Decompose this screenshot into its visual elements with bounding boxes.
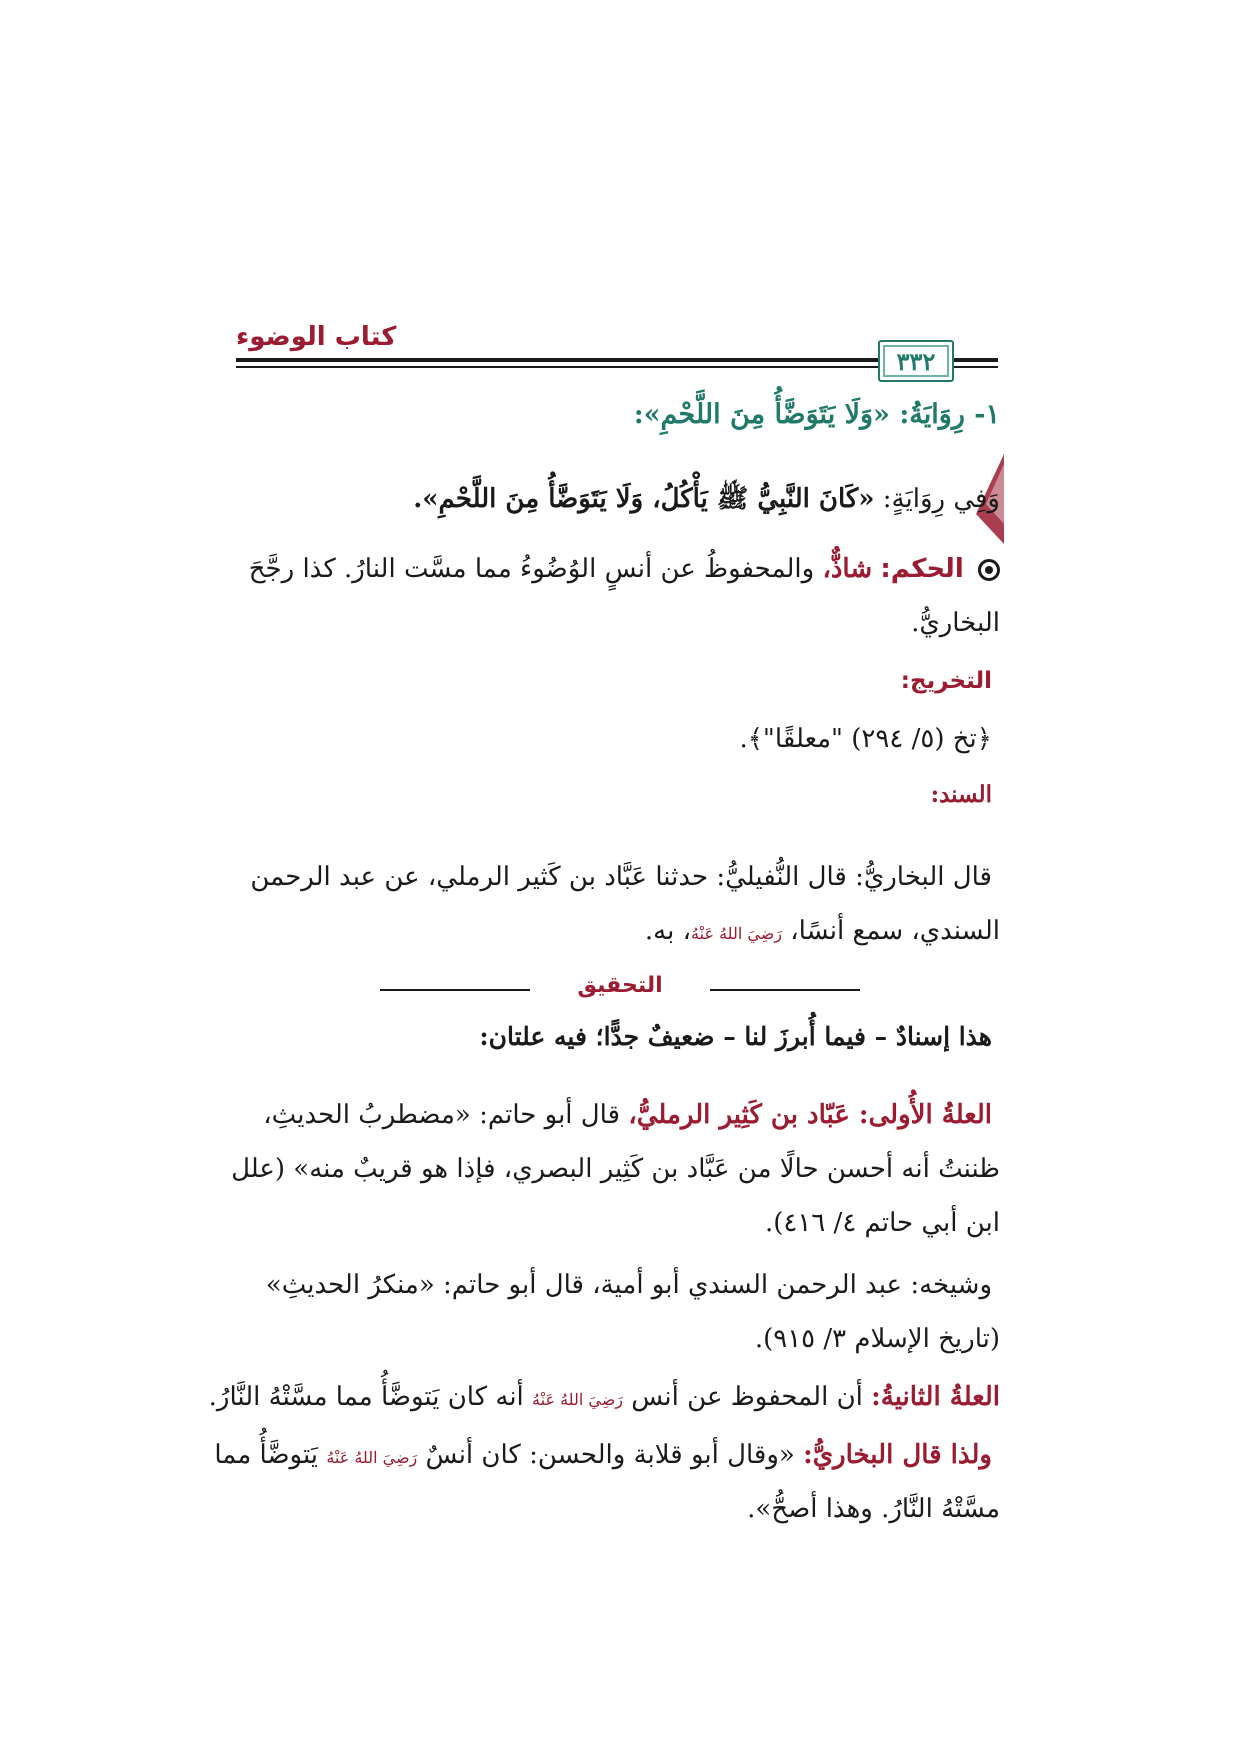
- tahqiq-heading: التحقيق: [577, 973, 663, 998]
- takhrij-heading: التخريج:: [900, 668, 992, 694]
- sanad-line-2: السندي، سمع أنسًا، رَضِيَ اللهُ عَنْهُ، به.: [644, 916, 1000, 946]
- illa1-line-3: ابن أبي حاتم ٤/ ٤١٦).: [764, 1208, 1000, 1238]
- sanad-heading: السند:: [930, 781, 992, 808]
- ruling-line-2: البخاريُّ.: [911, 608, 1000, 638]
- rosette-icon: [978, 559, 1000, 581]
- takhrij-text: ﴿تخ (٥/ ٢٩٤) "معلقًا"﴾.: [739, 724, 992, 754]
- illa1-line-2: ظننتُ أنه أحسن حالًا من عَبَّاد بن كَثِير البصري، فإذا هو قريبٌ منه» (علل: [231, 1154, 1000, 1184]
- honor-phrase: رَضِيَ اللهُ عَنْهُ: [532, 1390, 624, 1409]
- ruling-line-1: [236, 550, 1000, 588]
- narration-number: ١-: [974, 399, 1000, 430]
- ruling-label: الحكم:: [880, 554, 964, 584]
- bukhari-line-1: ولذا قال البخاريُّ: «وقال أبو قلابة والحسن: كان أنسٌ رَضِيَ اللهُ عَنْهُ يَتوضَّأُ مما: [214, 1440, 992, 1470]
- narration-title-text: رِوَايَةُ: «وَلَا يَتَوَضَّأُ مِنَ اللَّحْمِ»:: [633, 399, 965, 430]
- illa1-label: العلةُ الأُولى: عَبّاد بن كَثِير الرمليُّ،: [628, 1100, 992, 1130]
- illa2-line: العلةُ الثانيةُ: أن المحفوظ عن أنس رَضِيَ اللهُ عَنْهُ أنه كان يَتوضَّأُ مما مسَّتْهُ النَّارُ.: [208, 1382, 1000, 1412]
- sanad-line-1: قال البخاريُّ: قال النُّفيليُّ: حدثنا عَبَّاد بن كَثير الرملي، عن عبد الرحمن: [250, 862, 992, 892]
- bukhari-label: ولذا قال البخاريُّ:: [803, 1440, 992, 1470]
- honor-phrase: رَضِيَ اللهُ عَنْهُ: [326, 1448, 418, 1467]
- ruling-text: والمحفوظُ عن أنسٍ الوُضُوءُ مما مسَّت النارُ. كذا رجَّحَ: [248, 554, 815, 584]
- tahqiq-summary: هذا إسنادٌ – فيما أُبرزَ لنا – ضعيفٌ جدًّا؛ فيه علتان:: [479, 1022, 992, 1051]
- page-number: ٣٣٢: [878, 340, 954, 382]
- honor-phrase: رَضِيَ اللهُ عَنْهُ: [691, 924, 782, 943]
- bukhari-line-2: مسَّتْهُ النَّارُ. وهذا أصحُّ».: [747, 1494, 1000, 1524]
- narration-title: [236, 396, 1000, 434]
- book-title: كتاب الوضوء: [236, 322, 397, 352]
- illa1-line-1: العلةُ الأُولى: عَبّاد بن كَثِير الرمليُّ، قال أبو حاتم: «مضطربُ الحديثِ،: [263, 1100, 992, 1130]
- shaykh-line-2: (تاريخ الإسلام ٣/ ٩١٥).: [754, 1324, 1000, 1354]
- shaykh-line-1: وشيخه: عبد الرحمن السندي أبو أمية، قال أبو حاتم: «منكرُ الحديثِ»: [265, 1270, 992, 1300]
- variant-text: «كَانَ النَّبِيُّ ﷺ يَأْكُلُ، وَلَا يَتَوَضَّأُ مِنَ اللَّحْمِ».: [413, 484, 875, 514]
- variant-line: [236, 480, 1000, 518]
- illa2-label: العلةُ الثانيةُ:: [871, 1382, 1000, 1412]
- ruling-verdict: شاذٌّ،: [822, 554, 873, 584]
- tahqiq-divider: [380, 973, 860, 1007]
- variant-intro: وَفِي رِوَايَةٍ:: [882, 484, 1000, 514]
